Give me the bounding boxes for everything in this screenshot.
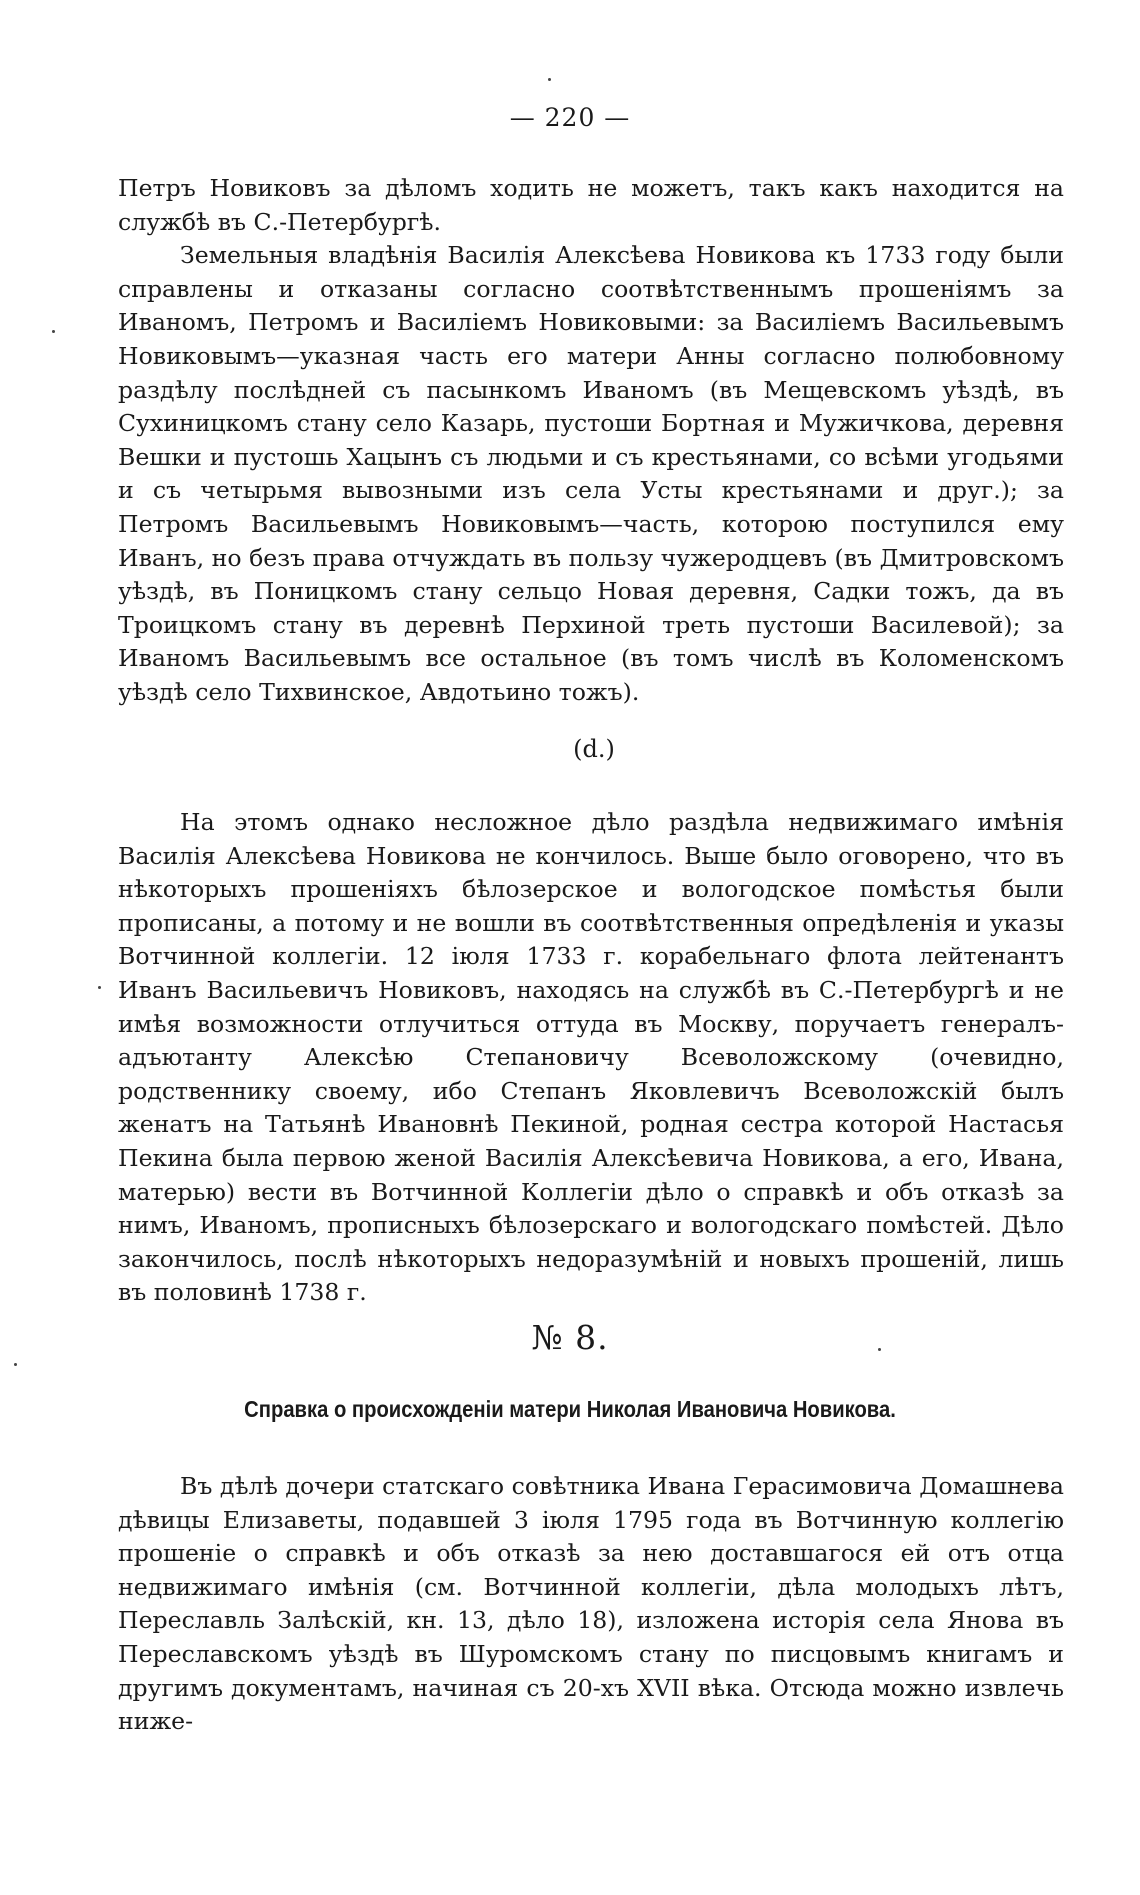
- paragraph-land-holdings: Земельныя владѣнія Василія Алексѣева Новикова къ 1733 году были справлены и отказаны согласно соотвѣтственнымъ прошеніямъ за Иваномъ, Петромъ и Василіемъ Новиковыми: за Василіемъ Васильевымъ Новиковымъ—указная часть его матери Анны согласно полюбовному раздѣлу послѣдней съ пасынкомъ Иваномъ (въ Мещевскомъ уѣздѣ, въ Сухиницкомъ стану село Казарь, пустоши Бортная и Мужичкова, деревня Вешки и пустошь Хацынъ съ людьми и съ крестьянами, со всѣми угодьями и съ четырьмя вывозными изъ села Усты крестьянами и друг.); за Петромъ Васильевымъ Новиковымъ—часть, которою поступился ему Иванъ, но безъ права отчуждать въ пользу чужеродцевъ (въ Дмитровскомъ уѣздѣ, въ Поницкомъ стану сельцо Новая деревня, Садки тожъ, да въ Троицкомъ стану въ деревнѣ Перхиной треть пустоши Василевой); за Иваномъ Васильевымъ все остальное (въ томъ числѣ въ Коломенскомъ уѣздѣ село Тихвинское, Авдотьино тожъ).: [118, 241, 1064, 706]
- text-block-bottom: [118, 1470, 1064, 1739]
- text-block-top: [118, 172, 1064, 710]
- document-number: № 8.: [531, 1318, 609, 1357]
- document-heading: Справка о происхожденіи матери Николая Ивановича Новикова.: [244, 1396, 896, 1422]
- print-speck: [14, 1363, 17, 1366]
- paragraph-continuation: Петръ Новиковъ за дѣломъ ходить не можетъ, такъ какъ находится на службѣ въ С.-Петербургѣ.: [118, 174, 1064, 236]
- print-speck: [98, 986, 101, 989]
- print-speck: [52, 330, 55, 333]
- print-speck: [878, 1348, 881, 1351]
- paragraph-domashnev-case: Въ дѣлѣ дочери статскаго совѣтника Ивана Герасимовича Домашнева дѣвицы Елизаветы, подавшей 3 іюля 1795 года въ Вотчинную коллегію прошеніе о справкѣ и объ отказѣ за нею доставшагося ей отъ отца недвижимаго имѣнія (см. Вотчинной коллегіи, дѣла молодыхъ лѣтъ, Переславль Залѣскій, кн. 13, дѣло 18), изложена исторія села Янова въ Переславскомъ уѣздѣ въ Шуромскомъ стану по писцовымъ книгамъ и другимъ документамъ, начиная съ 20-хъ XVII вѣка. Отсюда можно извлечь ниже-: [118, 1472, 1064, 1736]
- section-label: (d.): [573, 735, 615, 763]
- page-number: — 220 —: [509, 103, 631, 132]
- paragraph-estate-division: На этомъ однако несложное дѣло раздѣла недвижимаго имѣнія Василія Алексѣева Новикова не кончилось. Выше было оговорено, что въ нѣкоторыхъ прошеніяхъ бѣлозерское и вологодское помѣстья были прописаны, а потому и не вошли въ соотвѣтственныя опредѣленія и указы Вотчинной коллегіи. 12 іюля 1733 г. корабельнаго флота лейтенантъ Иванъ Васильевичъ Новиковъ, находясь на службѣ въ С.-Петербургѣ и не имѣя возможности отлучиться оттуда въ Москву, поручаетъ генералъ-адъютанту Алексѣю Степановичу Всеволожскому (очевидно, родственнику своему, ибо Степанъ Яковлевичъ Всеволожскій былъ женатъ на Татьянѣ Ивановнѣ Пекиной, родная сестра которой Настасья Пекина была первою женой Василія Алексѣевича Новикова, а его, Ивана, матерью) вести въ Вотчинной Коллегіи дѣло о справкѣ и объ отказѣ за нимъ, Иваномъ, прописныхъ бѣлозерскаго и вологодскаго помѣстей. Дѣло закончилось, послѣ нѣкоторыхъ недоразумѣній и новыхъ прошеній, лишь въ половинѣ 1738 г.: [118, 808, 1064, 1307]
- text-block-middle: [118, 806, 1064, 1310]
- print-speck: [548, 78, 551, 81]
